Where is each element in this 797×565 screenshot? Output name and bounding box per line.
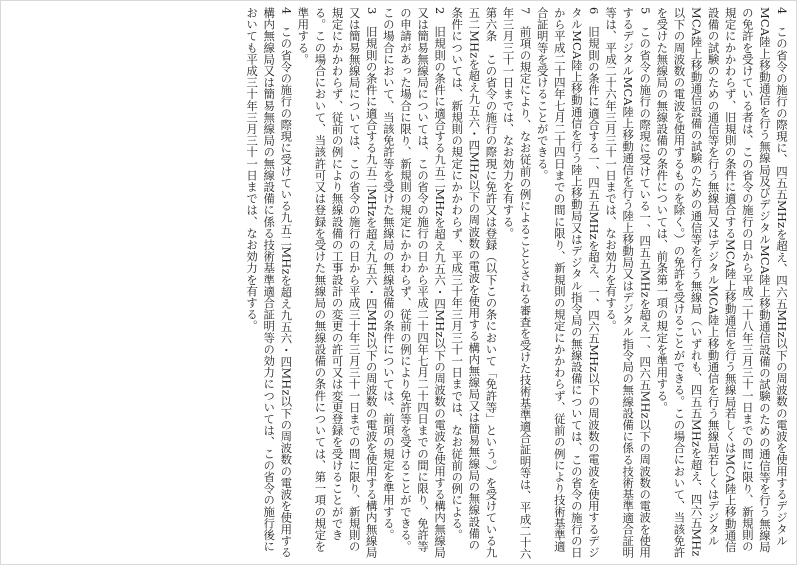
paragraph-6: 6 旧規則の条件に適合する一、四五五MHzを超え、一、四六五MHz以下の周波数の電波を使用するデジタルMCA陸上移動通信を行う陸上移動局又はデジタル指令局の無線設備については、この省令の施行の日から平成二十四年七月二十四日までの間に限り、新規則の規定にかかわらず、従前の例により技術基準適合証明等を受けることができる。 [535, 7, 601, 559]
article-6: 第六条 この省令の施行の際現に免許又は登録（以下この条において「免許等」という。）を受けている九五二MHzを超え九五六・四MHz以下の周波数の電波を使用する構内無線局又は簡易無線局の無線設備の条件については、新規則の規定にかかわらず、平成三十年三月三十一日までは、なお従前の例による。 [450, 7, 499, 559]
article-6-paragraph-4: 4 この省令の施行の際現に受けている九五二MHzを超え九五六・四MHz以下の周波数の電波を使用する構内無線局又は簡易無線局の無線設備に係る技術基準適合証明等の効力については、この省令の施行後においても平成三十年三月三十一日までは、なお効力を有する。 [245, 7, 294, 559]
article-6-paragraph-3: 3 旧規則の条件に適合する九五二MHzを超え九五六・四MHz以下の周波数の電波を使用する構内無線局又は簡易無線局については、この省令の施行の日から平成三十年三月三十一日までの間に限り、新規則の規定にかかわらず、従前の例により無線設備の工事設計の変更の許可又は変更登録を受けることができる。この場合において、当該許可又は登録を受けた無線局の無線設備の条件については、第一項の規定を準用する。 [296, 7, 379, 559]
vertical-legal-text [243, 7, 790, 560]
article-6-paragraph-2: 2 旧規則の条件に適合する九五二MHzを超え九五六・四MHz以下の周波数の電波を使用する構内無線局又は簡易無線局については、この省令の施行の日から平成二十四年七月二十四日までの間に限り、免許等の申請があった場合に限り、新規則の規定にかかわらず、従前の例により免許等を受けることができる。この場合において、当該免許等を受けた無線局の無線設備の条件については、前項の規定を準用する。 [381, 7, 448, 559]
paragraph-5: 5 この省令の施行の際現に受けている一、四五五MHzを超え一、四六五MHz以下の周波数の電波を使用するデジタルMCA陸上移動通信を行う陸上移動局又はデジタル指令局の無線設備に係る技術基準適合証明等は、平成二十六年三月三十一日までは、なお効力を有する。 [604, 7, 653, 559]
paragraph-4: 4 この省令の施行の際現に、四五五MHzを超え、四六五MHz以下の周波数の電波を使用するデジタルMCA陸上移動通信を行う無線局及びデジタルMCA陸上移動通信設備の試験のための通信等を行う無線局の免許を受けている者は、この省令の施行の日から平成二十八年三月三十一日までの間に限り、新規則の規定にかかわらず、旧規則の条件に適合するMCA陸上移動通信を行う無線局若しくはMCA陸上移動通信設備の試験のための通信等を行う無線局又はデジタルMCA陸上移動通信を行う無線局若しくはデジタルMCA陸上移動通信設備の試験のための通信等を行う無線局（いずれも、四五五MHzを超え、四六五MHz以下の周波数の電波を使用するものを除く。）の免許を受けることができる。この場合において、当該免許を受けた無線局の無線設備の条件については、前条第一項の規定を準用する。 [655, 7, 789, 559]
paragraph-7: 7 前項の規定により、なお従前の例によることとされる審査を受けた技術基準適合証明等は、平成二十六年三月三十一日までは、なお効力を有する。 [501, 7, 533, 560]
